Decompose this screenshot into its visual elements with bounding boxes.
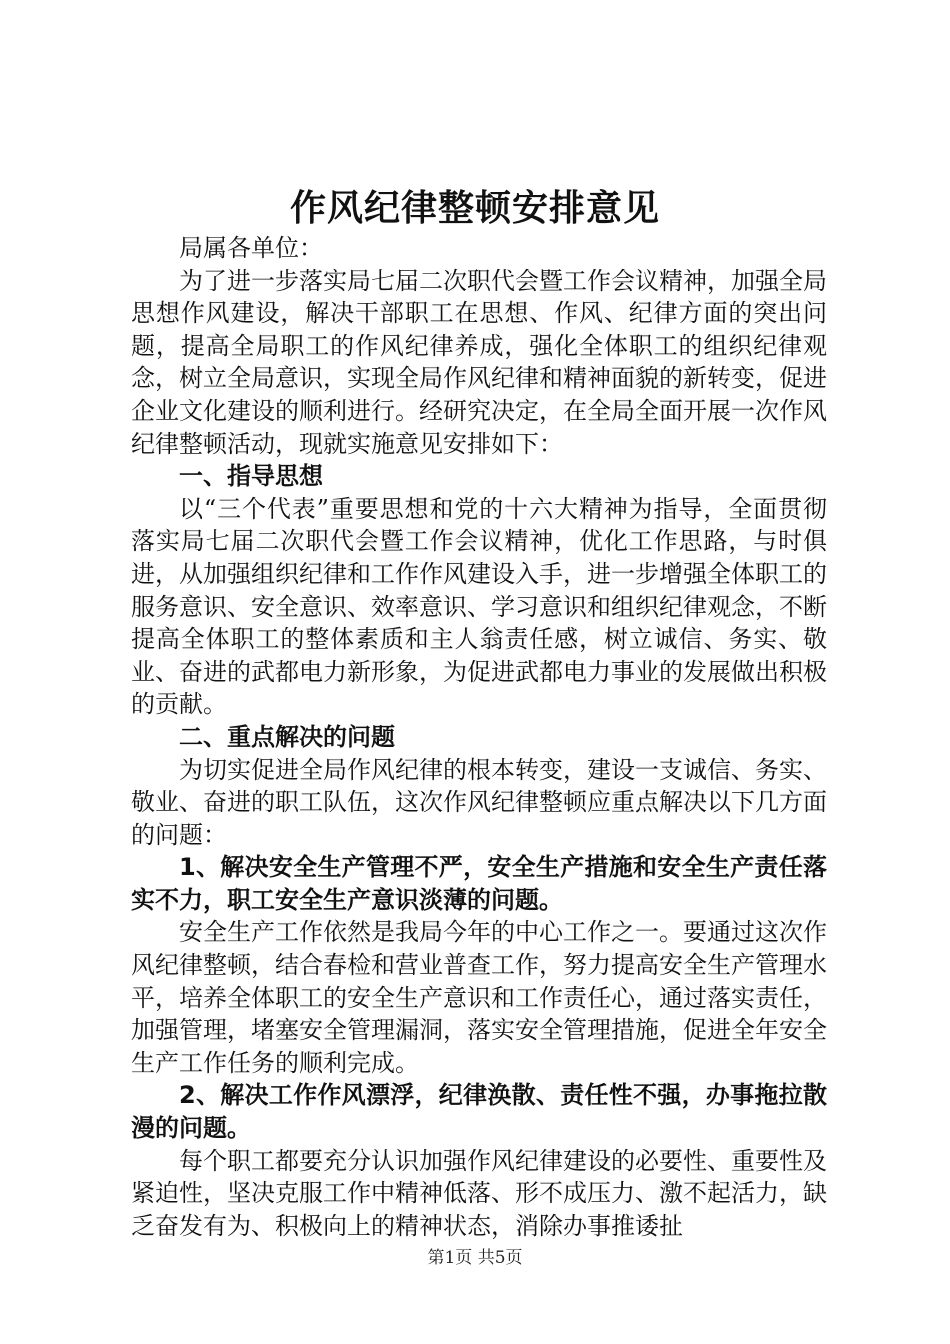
page-footer: 第1页 共5页 bbox=[427, 1248, 523, 1268]
intro-paragraph: 为了进一步落实局七届二次职代会暨工作会议精神，加强全局思想作风建设，解决干部职工在思想、作风、纪律方面的突出问题，提高全局职工的作风纪律养成，强化全体职工的组织纪律观念，树立全局意识，实现全局作风纪律和精神面貌的新转变，促进企业文化建设的顺利进行。经研究决定，在全局全面开展一次作风纪律整顿活动，现就实施意见安排如下： bbox=[131, 266, 827, 458]
item1-paragraph: 安全生产工作依然是我局今年的中心工作之一。要通过这次作风纪律整顿，结合春检和营业普查工作，努力提高安全生产管理水平，培养全体职工的安全生产意识和工作责任心，通过落实责任，加强管理，堵塞安全管理漏洞，落实安全管理措施，促进全年安全生产工作任务的顺利完成。 bbox=[131, 918, 827, 1077]
item2-paragraph: 每个职工都要充分认识加强作风纪律建设的必要性、重要性及紧迫性，坚决克服工作中精神低落、形不成压力、激不起活力，缺乏奋发有为、积极向上的精神状态，消除办事推诿扯 bbox=[131, 1146, 827, 1240]
section2-paragraph: 为切实促进全局作风纪律的根本转变，建设一支诚信、务实、敬业、奋进的职工队伍，这次作风纪律整顿应重点解决以下几方面的问题： bbox=[131, 755, 827, 849]
salutation: 局属各单位： bbox=[179, 234, 323, 262]
item1-heading: 1、解决安全生产管理不严，安全生产措施和安全生产责任落实不力，职工安全生产意识淡薄的问题。 bbox=[131, 853, 827, 914]
document-body bbox=[131, 232, 827, 1242]
section1-heading: 一、指导思想 bbox=[179, 462, 323, 491]
item2-heading: 2、解决工作作风漂浮，纪律涣散、责任性不强，办事拖拉散漫的问题。 bbox=[131, 1081, 827, 1143]
section2-heading: 二、重点解决的问题 bbox=[179, 722, 395, 751]
section1-paragraph: 以“三个代表”重要思想和党的十六大精神为指导，全面贯彻落实局七届二次职代会暨工作会议精神，优化工作思路，与时俱进，从加强组织纪律和工作作风建设入手，进一步增强全体职工的服务意识、安全意识、效率意识、学习意识和组织纪律观念，不断提高全体职工的整体素质和主人翁责任感，树立诚信、务实、敬业、奋进的武都电力新形象，为促进武都电力事业的发展做出积极的贡献。 bbox=[131, 494, 827, 719]
document-title: 作风纪律整顿安排意见 bbox=[289, 187, 660, 229]
